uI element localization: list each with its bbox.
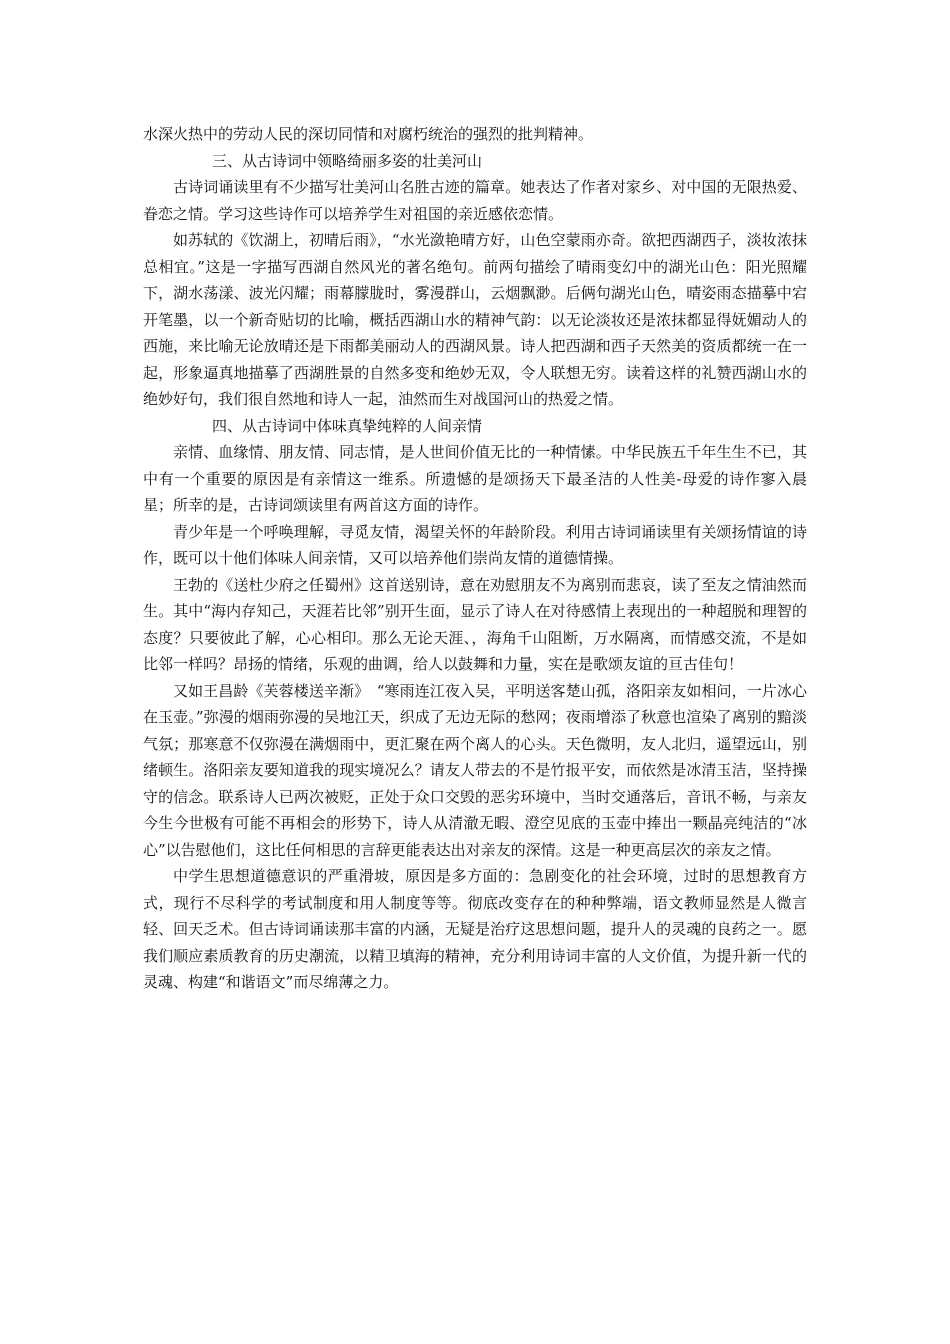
section-heading-4: 四、从古诗词中体味真挚纯粹的人间亲情 <box>212 416 483 435</box>
section-heading-3: 三、从古诗词中领略绮丽多姿的壮美河山 <box>212 151 483 170</box>
body-paragraph: 青少年是一个呼唤理解，寻觅友情，渴望关怀的年龄阶段。利用古诗词诵读里有关颂扬情谊的诗作，既可以十他们体味人间亲情，又可以培养他们崇尚友情的道德情操。 <box>143 522 807 567</box>
body-paragraph: 亲情、血缘情、朋友情、同志情，是人世间价值无比的一种情愫。中华民族五千年生生不已，其中有一个重要的原因是有亲情这一维系。所遗憾的是颂扬天下最圣洁的人性美-母爱的诗作寥入晨星；所幸的是，古诗词颂读里有两首这方面的诗作。 <box>143 443 807 514</box>
document-body <box>143 121 807 996</box>
continuation-paragraph: 水深火热中的劳动人民的深切同情和对腐朽统治的强烈的批判精神。 <box>143 125 594 143</box>
body-paragraph: 如苏轼的《饮湖上，初晴后雨》，“水光潋艳晴方好，山色空蒙雨亦奇。欲把西湖西子，淡妆浓抹总相宜。”这是一字描写西湖自然风光的著名绝句。前两句描绘了晴雨变幻中的湖光山色：阳光照耀下，湖水荡漾、波光闪耀；雨幕朦胧时，雾漫群山，云烟飘渺。后俩句湖光山色，晴姿雨态描摹中宕开笔墨，以一个新奇贴切的比喻，概括西湖山水的精神气韵：以无论淡妆还是浓抹都显得妩媚动人的西施，来比喻无论放晴还是下雨都美丽动人的西湖风景。诗人把西湖和西子天然美的资质都统一在一起，形象逼真地描摹了西湖胜景的自然多变和绝妙无双，令人联想无穷。读着这样的礼赞西湖山水的绝妙好句，我们很自然地和诗人一起，油然而生对战国河山的热爱之情。 <box>143 231 807 408</box>
body-paragraph: 又如王昌龄《芙蓉楼送辛渐》 “寒雨连江夜入吴，平明送客楚山孤，洛阳亲友如相问，一片冰心在玉壶。”弥漫的烟雨弥漫的吴地江天，织成了无边无际的愁网；夜雨增添了秋意也渲染了离别的黯淡气氛；那寒意不仅弥漫在满烟雨中，更汇聚在两个离人的心头。天色微明，友人北归，遥望远山，别绪顿生。洛阳亲友要知道我的现实境况么？请友人带去的不是竹报平安，而依然是冰清玉洁，坚持操守的信念。联系诗人已两次被贬，正处于众口交毁的恶劣环境中，当时交通落后，音讯不畅，与亲友今生今世极有可能不再相会的形势下，诗人从清澈无暇、澄空见底的玉壶中捧出一颗晶亮纯洁的“冰心”以告慰他们，这比任何相思的言辞更能表达出对亲友的深情。这是一种更高层次的亲友之情。 <box>143 681 807 859</box>
body-paragraph: 古诗词诵读里有不少描写壮美河山名胜古迹的篇章。她表达了作者对家乡、对中国的无限热爱、眷恋之情。学习这些诗作可以培养学生对祖国的亲近感依恋情。 <box>143 178 807 223</box>
body-paragraph: 中学生思想道德意识的严重滑坡，原因是多方面的：急剧变化的社会环境，过时的思想教育方式，现行不尽科学的考试制度和用人制度等等。彻底改变存在的种种弊端，语文教师显然是人微言轻、回天乏术。但古诗词诵读那丰富的内涵，无疑是治疗这思想问题，提升人的灵魂的良药之一。愿我们顺应素质教育的历史潮流，以精卫填海的精神，充分利用诗词丰富的人文价值，为提升新一代的灵魂、构建“和谐语文”而尽绵薄之力。 <box>143 867 807 991</box>
body-paragraph: 王勃的《送杜少府之任蜀州》这首送别诗，意在劝慰朋友不为离别而悲哀，读了至友之情油然而生。其中“海内存知己，天涯若比邻”别开生面，显示了诗人在对待感情上表现出的一种超脱和理智的态度？只要彼此了解，心心相印。那么无论天涯、，海角千山阻断，万水隔离，而情感交流，不是如比邻一样吗？昂扬的情绪，乐观的曲调，给人以鼓舞和力量，实在是歌颂友谊的亘古佳句！ <box>143 575 807 673</box>
